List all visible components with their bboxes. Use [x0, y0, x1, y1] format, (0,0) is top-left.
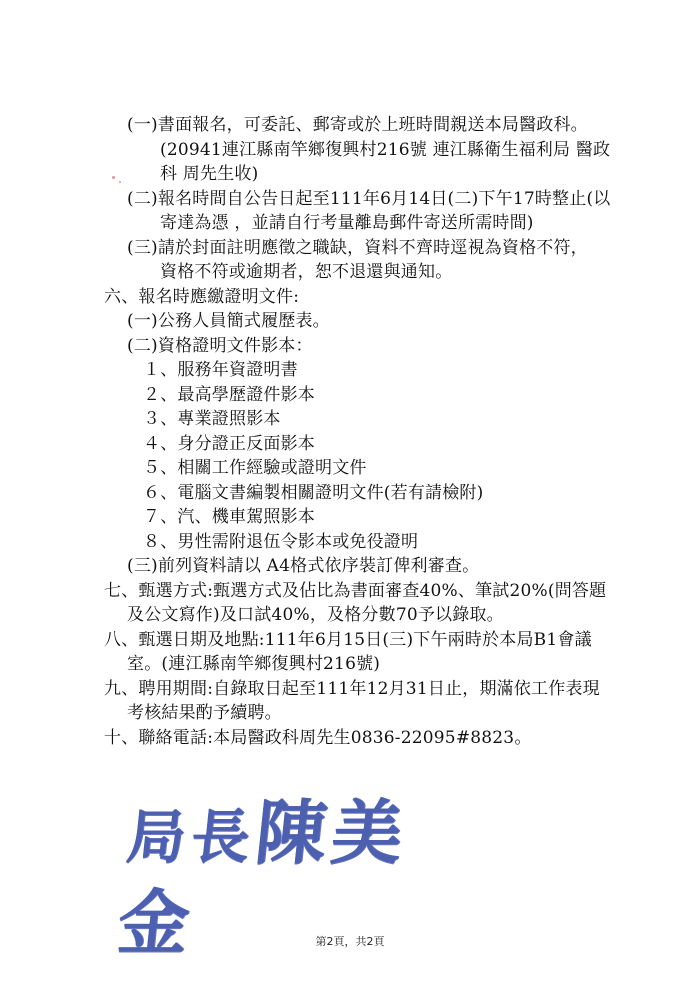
- section-7-heading: 七、甄選方式:甄選方式及佔比為書面審查40%、筆試20%(問答題: [104, 581, 607, 601]
- section-6-item-2: (二)資格證明文件影本：: [127, 336, 313, 356]
- section-5-item-2-note: 寄達為憑 ，並請自行考量離島郵件寄送所需時間): [160, 213, 534, 233]
- section-7-continued: 及公文寫作)及口試40%，及格分數70予以錄取。: [127, 605, 504, 625]
- document-list-item: ６、電腦文書編製相關證明文件(若有請檢附): [143, 483, 484, 503]
- scan-speck: [112, 176, 115, 179]
- document-list-item: ８、男性需附退伍令影本或免役證明: [143, 532, 419, 552]
- section-5-item-1: (一)書面報名，可委託、郵寄或於上班時間親送本局醫政科。: [127, 115, 588, 135]
- signature-name: 陳美金: [114, 791, 413, 964]
- section-9-continued: 考核結果酌予續聘。: [127, 703, 282, 723]
- scan-speck: [119, 181, 121, 183]
- document-list-item: ４、身分證正反面影本: [143, 434, 315, 454]
- document-list-item: ７、汽、機車駕照影本: [143, 507, 315, 527]
- section-5-item-1-address: (20941連江縣南竿鄉復興村216號 連江縣衛生福利局 醫政: [160, 140, 611, 160]
- section-5-item-3: (三)請於封面註明應徵之職缺，資料不齊時逕視為資格不符，: [127, 238, 588, 258]
- document-list-item: １、服務年資證明書: [143, 360, 298, 380]
- section-5-item-3-note: 資格不符或逾期者，恕不退還與通知。: [160, 262, 453, 282]
- signature-title: 局長: [123, 803, 260, 871]
- section-6-item-3: (三)前列資料請以 A4格式依序裝訂俾利審查。: [127, 556, 480, 576]
- section-6-item-1: (一)公務人員簡式履歷表。: [127, 311, 330, 331]
- section-8-heading: 八、甄選日期及地點:111年6月15日(三)下午兩時於本局B1會議: [104, 630, 592, 650]
- section-5-item-1-recipient: 科 周先生收): [160, 164, 259, 184]
- document-list-item: ５、相關工作經驗或證明文件: [143, 458, 367, 478]
- section-10-heading: 十、聯絡電話:本局醫政科周先生0836-22095#8823。: [104, 728, 532, 748]
- document-list-item: ２、最高學歷證件影本: [143, 385, 315, 405]
- section-9-heading: 九、聘用期間:自錄取日起至111年12月31日止，期滿依工作表現: [104, 679, 600, 699]
- section-8-continued: 室。(連江縣南竿鄉復興村216號): [127, 654, 381, 674]
- document-list-item: ３、專業證照影本: [143, 409, 281, 429]
- section-5-item-2: (二)報名時間自公告日起至111年6月14日(二)下午17時整止(以: [127, 189, 611, 209]
- section-6-heading: 六、報名時應繳證明文件:: [104, 287, 300, 307]
- page-number-footer: 第2頁，共2頁: [315, 935, 385, 948]
